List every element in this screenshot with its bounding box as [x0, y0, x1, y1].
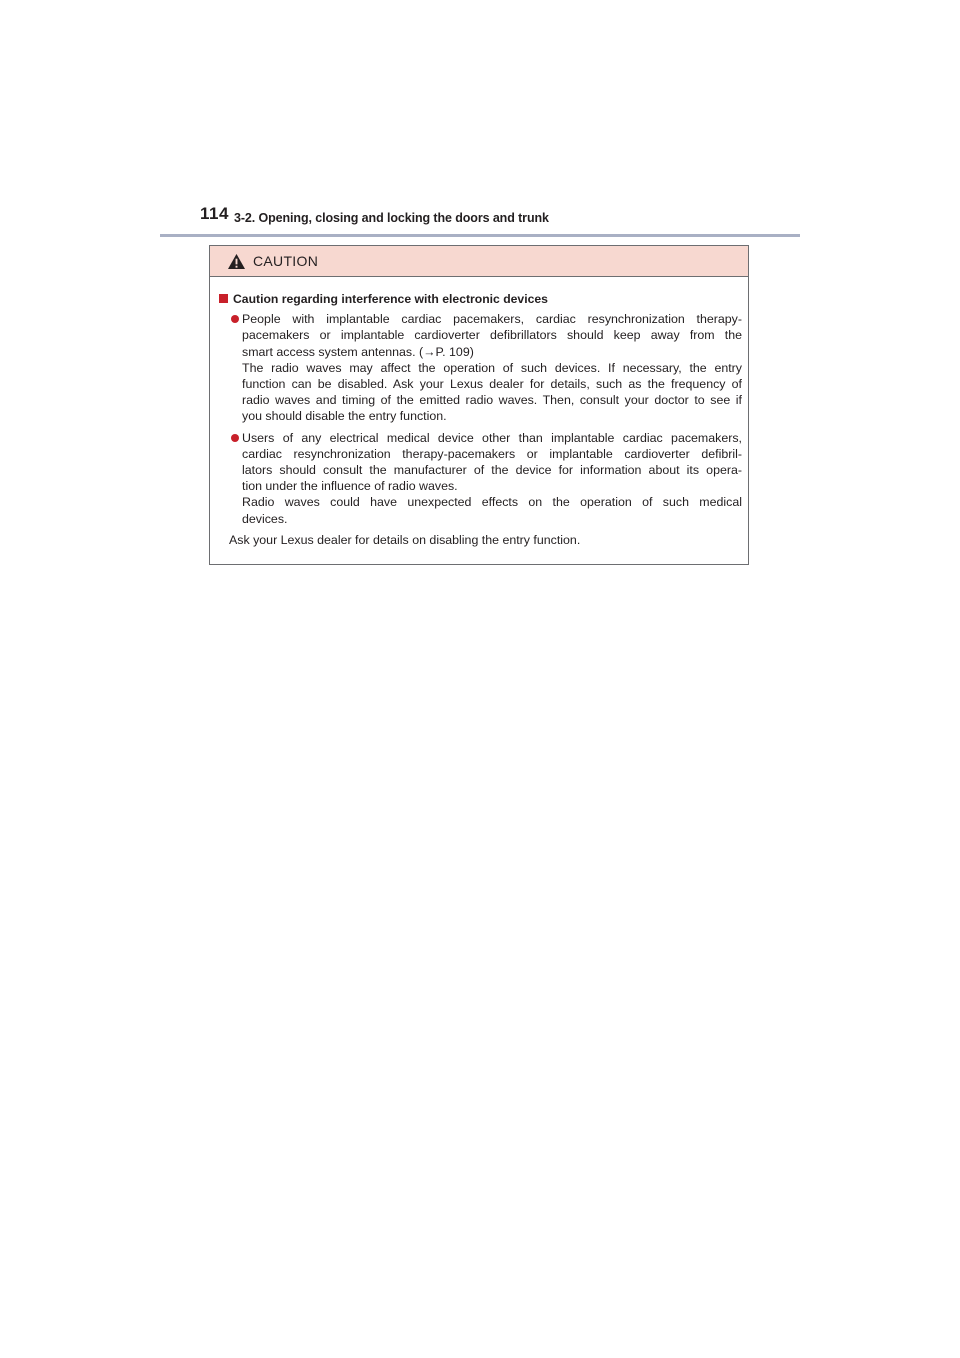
square-bullet-icon: [219, 294, 228, 303]
text-line: Users of any electrical medical device other than implantable cardiac pacemakers,: [242, 430, 742, 445]
section-title: 3-2. Opening, closing and locking the doors and trunk: [234, 211, 549, 225]
text-line: radio waves and timing of the emitted radio waves. Then, consult your doctor to see if: [242, 393, 742, 408]
caution-body: [210, 277, 748, 548]
caution-subheading: [219, 291, 742, 307]
list-item: [219, 311, 742, 424]
caution-label: CAUTION: [253, 253, 319, 269]
warning-icon: [227, 253, 246, 270]
text-line: The radio waves may affect the operation of such devices. If necessary, the entry: [242, 360, 742, 375]
text-line: People with implantable cardiac pacemakers, cardiac resynchronization therapy-: [242, 312, 742, 327]
text-line: pacemakers or implantable cardioverter defibrillators should keep away from the: [242, 328, 742, 343]
list-item: [219, 430, 742, 527]
text-line: lators should consult the manufacturer of the device for information about its opera-: [242, 463, 742, 478]
page-header: [160, 200, 800, 237]
closing-text: Ask your Lexus dealer for details on disabling the entry function.: [229, 532, 581, 547]
text-line: cardiac resynchronization therapy-pacemakers or implantable cardioverter defibril-: [242, 446, 742, 461]
round-bullet-icon: [231, 434, 239, 442]
text-line: tion under the influence of radio waves.: [242, 479, 458, 494]
page-number: 114: [200, 204, 229, 223]
text-line: Radio waves could have unexpected effects on the operation of such medical: [242, 495, 742, 510]
subheading-text: Caution regarding interference with electronic devices: [233, 292, 548, 306]
text-line: smart access system antennas. (→P. 109): [242, 344, 474, 359]
text-line: you should disable the entry function.: [242, 409, 447, 424]
text-line: function can be disabled. Ask your Lexus dealer for details, such as the frequency of: [242, 377, 742, 392]
caution-box: [209, 245, 749, 565]
text-line: devices.: [242, 511, 288, 526]
round-bullet-icon: [231, 315, 239, 323]
caution-header: [210, 246, 748, 277]
